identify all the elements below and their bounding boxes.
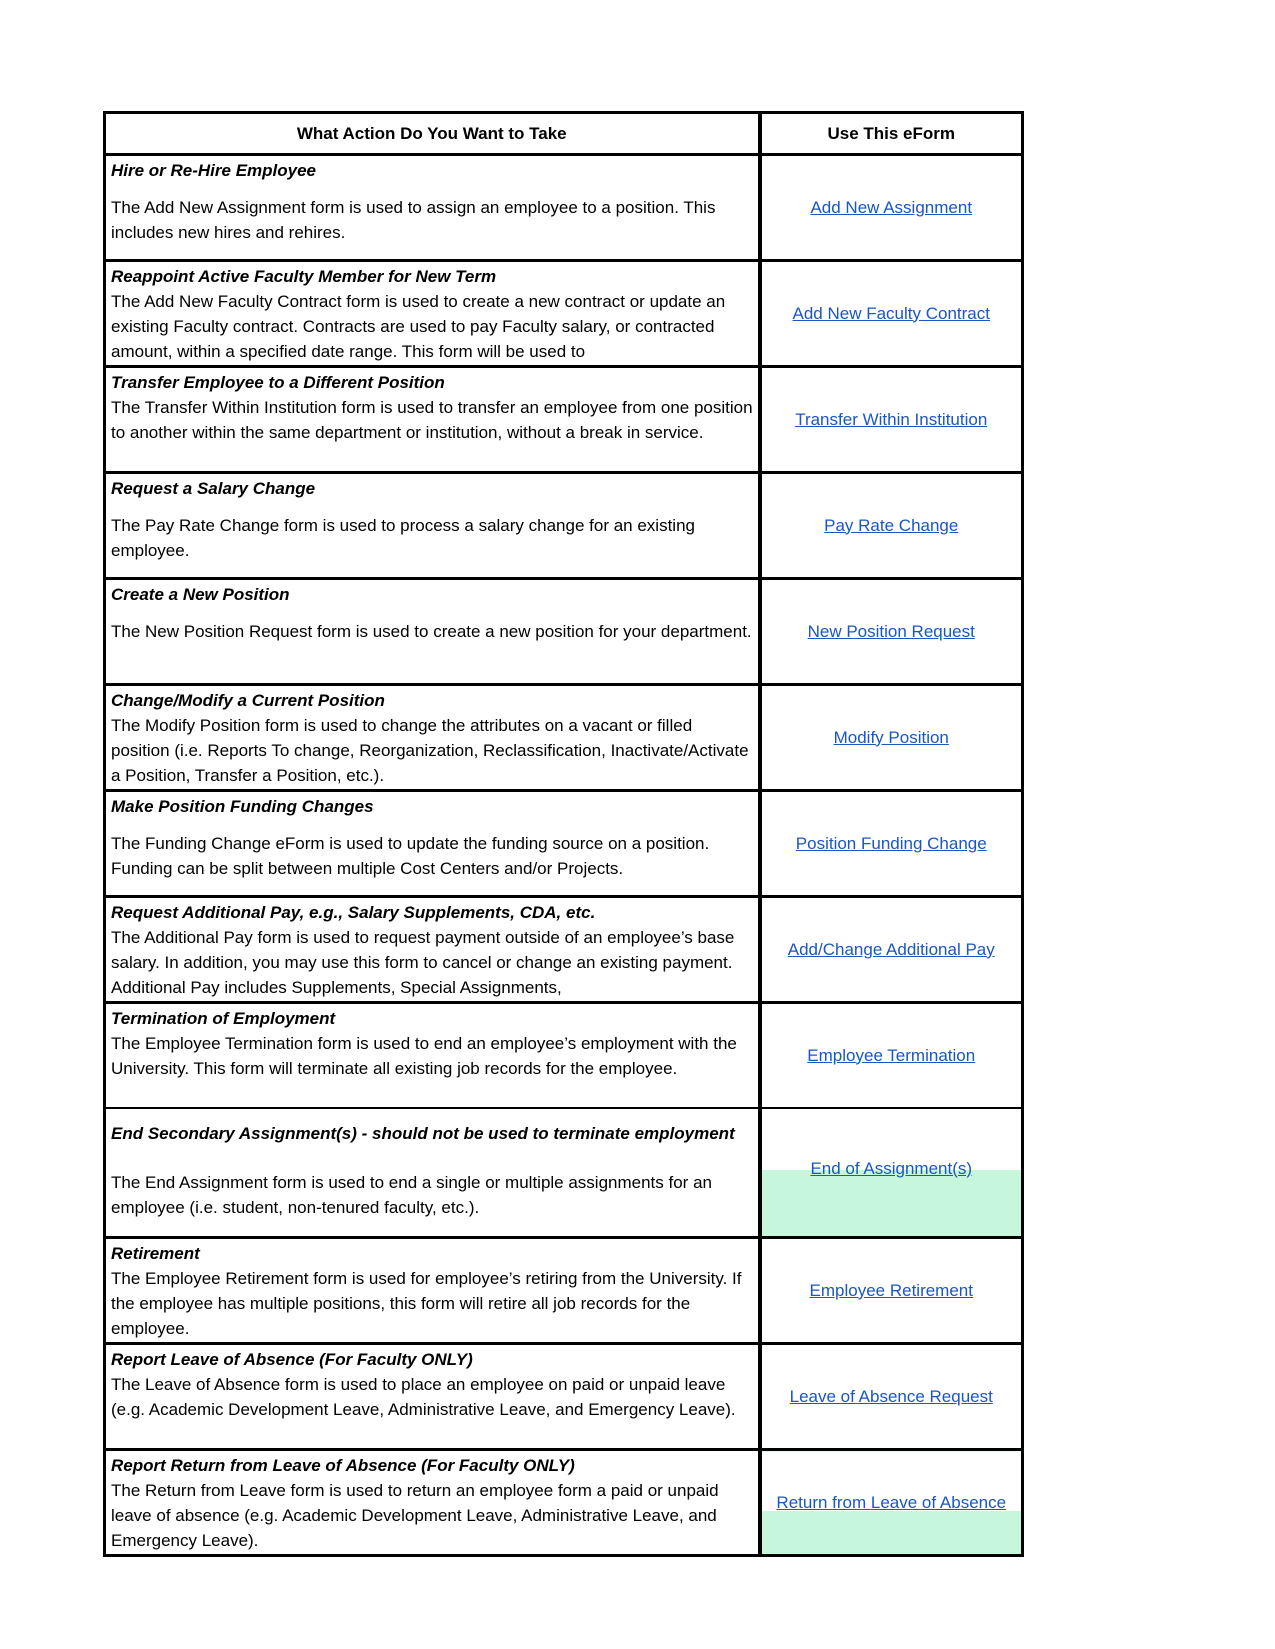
action-description: The Add New Faculty Contract form is used to create a new contract or update an existing Faculty contract. Contracts are used to pay Faculty salary, or contracted amount, within a specified date range. This form will be used to [111,292,726,361]
action-description: The Modify Position form is used to change the attributes on a vacant or filled position (i.e. Reports To change, Reorganization, Reclassification, Inactivate/Activate a Position, Transfer a Position, etc.). [111,716,749,785]
action-cell [105,367,760,473]
action-description: The New Position Request form is used to create a new position for your department. [111,622,752,641]
eform-cell [760,791,1023,897]
action-title: End Secondary Assignment(s) - should not be used to terminate employment [111,1124,735,1143]
table-row [105,791,1023,897]
action-cell [105,1003,760,1109]
eform-column-header: Use This eForm [760,113,1023,155]
action-cell [105,473,760,579]
action-title: Make Position Funding Changes [111,797,374,816]
table-row [105,685,1023,791]
table-row [105,261,1023,367]
action-description: The Transfer Within Institution form is used to transfer an employee from one position to another within the same department or institution, without a break in service. [111,398,753,442]
eform-cell [760,897,1023,1003]
table-row [105,1238,1023,1344]
eform-link-new-position-request[interactable]: New Position Request [807,621,975,641]
action-title: Termination of Employment [111,1009,336,1028]
action-cell [105,1108,760,1238]
table-row [105,1450,1023,1556]
action-cell [105,685,760,791]
table-row [105,579,1023,685]
eform-cell [760,155,1023,261]
eform-cell [760,261,1023,367]
action-description: The Additional Pay form is used to request payment outside of an employee’s base salary. In addition, you may use this form to cancel or change an existing payment. Additional Pay includes Supplements, Special Assignments, [111,928,735,997]
action-title: Change/Modify a Current Position [111,691,385,710]
eform-cell [760,1344,1023,1450]
eform-cell [760,579,1023,685]
table-row [105,1003,1023,1109]
eform-link-return-from-leave-of-absence[interactable]: Return from Leave of Absence [776,1492,1007,1512]
table-header-row [105,113,1023,155]
action-title: Reappoint Active Faculty Member for New Term [111,267,497,286]
table-row [105,367,1023,473]
eform-link-add-change-additional-pay[interactable]: Add/Change Additional Pay [787,939,995,959]
table-row [105,1108,1023,1238]
eform-cell [760,473,1023,579]
action-title: Retirement [111,1244,200,1263]
action-cell [105,261,760,367]
action-description: The Pay Rate Change form is used to process a salary change for an existing employee. [111,516,695,560]
eform-cell [760,1238,1023,1344]
eform-cell [760,1003,1023,1109]
eform-table [103,111,1024,1557]
action-title: Report Return from Leave of Absence (For Faculty ONLY) [111,1456,575,1475]
action-description: The Employee Termination form is used to end an employee’s employment with the University. This form will terminate all existing job records for the employee. [111,1034,737,1078]
eform-link-end-of-assignment[interactable]: End of Assignment(s) [810,1158,973,1178]
eform-link-add-new-faculty-contract[interactable]: Add New Faculty Contract [792,303,990,323]
action-description: The Leave of Absence form is used to place an employee on paid or unpaid leave (e.g. Academic Development Leave, Administrative Leave, and Emergency Leave). [111,1375,736,1419]
action-title: Request Additional Pay, e.g., Salary Supplements, CDA, etc. [111,903,596,922]
action-cell [105,791,760,897]
action-title: Hire or Re-Hire Employee [111,161,317,180]
eform-link-pay-rate-change[interactable]: Pay Rate Change [824,515,959,535]
table-row [105,155,1023,261]
action-cell [105,579,760,685]
eform-cell [760,685,1023,791]
eform-link-employee-termination[interactable]: Employee Termination [807,1045,976,1065]
action-description: The Funding Change eForm is used to update the funding source on a position. Funding can be split between multiple Cost Centers and/or Projects. [111,834,710,878]
action-cell [105,1344,760,1450]
action-title: Transfer Employee to a Different Position [111,373,445,392]
table-row [105,1344,1023,1450]
action-column-header: What Action Do You Want to Take [105,113,760,155]
table-row [105,897,1023,1003]
eform-cell-highlighted [760,1450,1023,1556]
eform-link-employee-retirement[interactable]: Employee Retirement [809,1280,973,1300]
action-cell [105,155,760,261]
eform-link-transfer-within-institution[interactable]: Transfer Within Institution [795,409,988,429]
action-description: The Return from Leave form is used to return an employee form a paid or unpaid leave of absence (e.g. Academic Development Leave, Administrative Leave, and Emergency Leave). [111,1481,719,1550]
eform-link-leave-of-absence-request[interactable]: Leave of Absence Request [789,1386,993,1406]
action-title: Create a New Position [111,585,290,604]
action-title: Request a Salary Change [111,479,316,498]
action-title: Report Leave of Absence (For Faculty ONLY) [111,1350,473,1369]
eform-cell-highlighted [760,1108,1023,1238]
table-row [105,473,1023,579]
eform-link-add-new-assignment[interactable]: Add New Assignment [810,197,973,217]
eform-cell [760,367,1023,473]
action-description: The Employee Retirement form is used for employee’s retiring from the University. If the employee has multiple positions, this form will retire all job records for the employee. [111,1269,742,1338]
eform-link-modify-position[interactable]: Modify Position [833,727,949,747]
action-cell [105,897,760,1003]
action-description: The Add New Assignment form is used to assign an employee to a position. This includes new hires and rehires. [111,198,716,242]
action-cell [105,1238,760,1344]
action-description: The End Assignment form is used to end a single or multiple assignments for an employee (i.e. student, non-tenured faculty, etc.). [111,1173,712,1217]
eform-link-position-funding-change[interactable]: Position Funding Change [795,833,987,853]
action-cell [105,1450,760,1556]
